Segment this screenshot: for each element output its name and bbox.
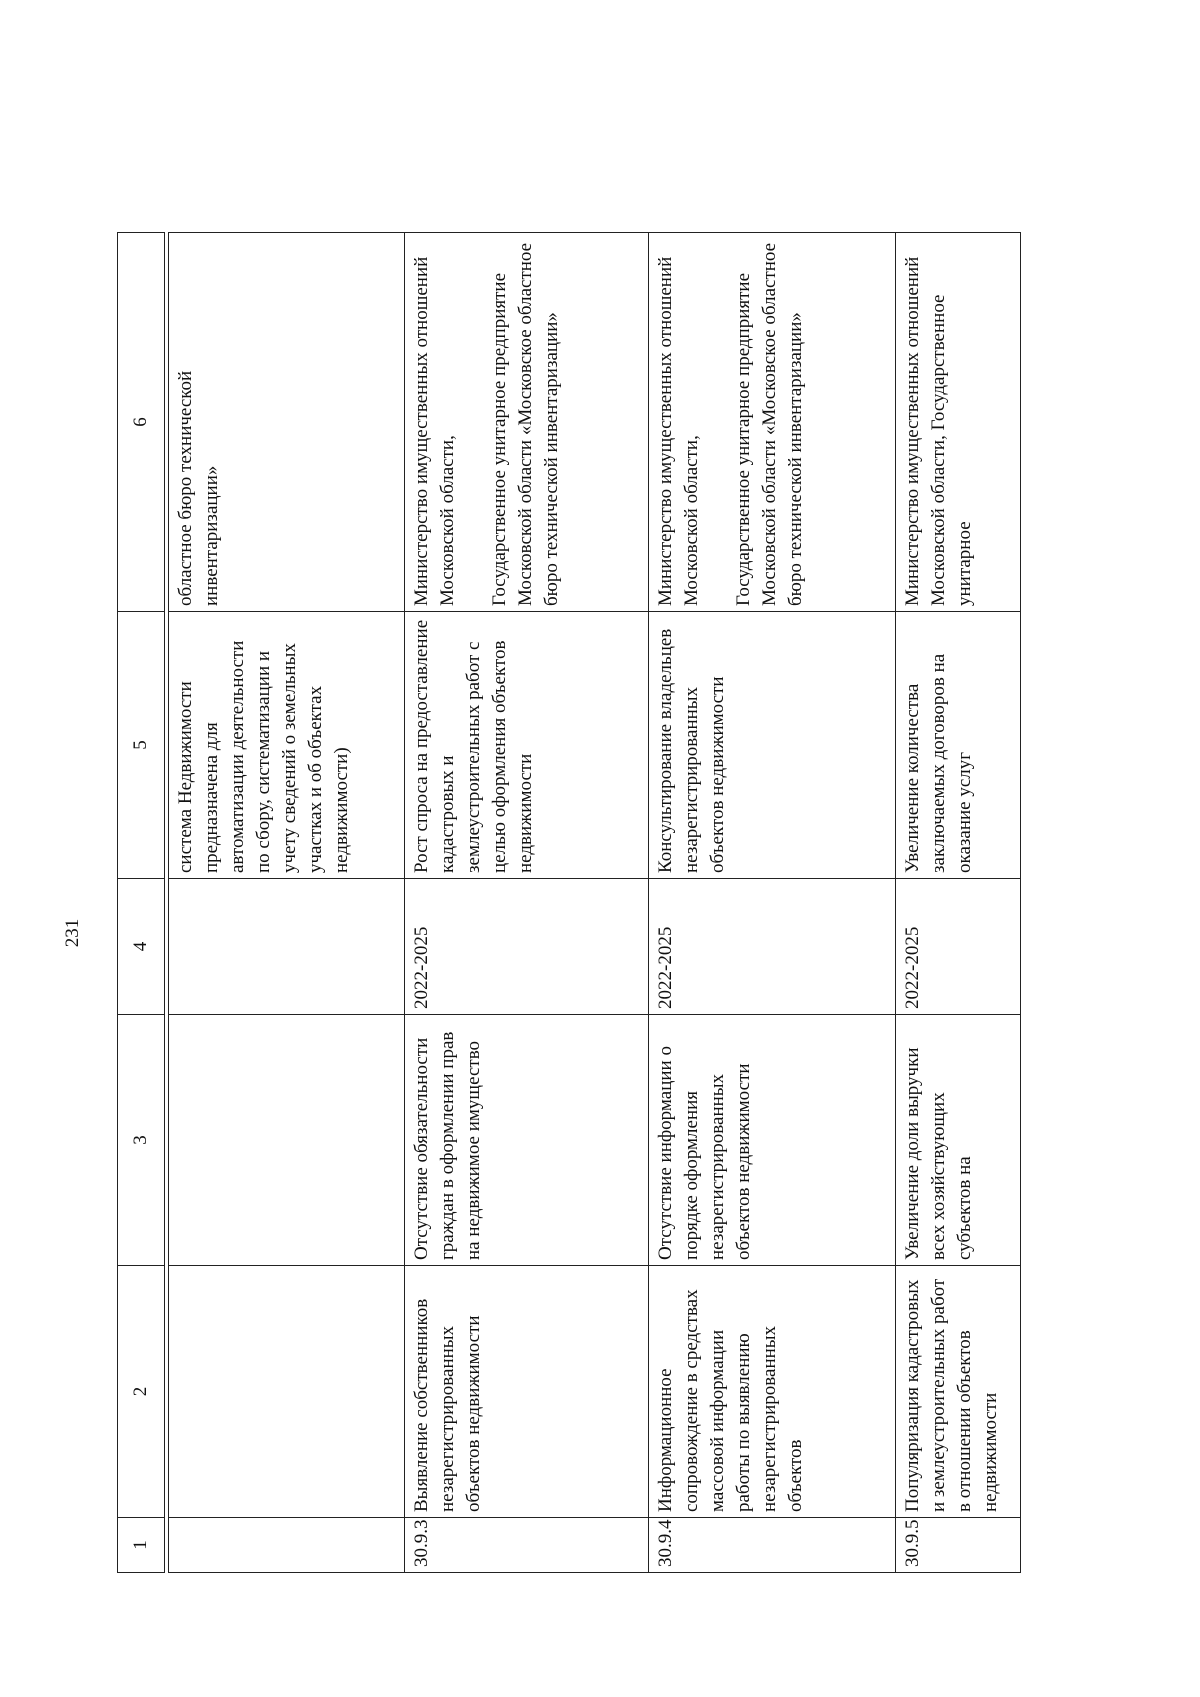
- expected-result: система Недвижимости предназначена для автоматизации деятельности по сбору, систематизации и учету сведений о земельных участках и об объектах недвижимости): [169, 612, 405, 879]
- responsible-executor: Министерство имущественных отношений Московской области, Государственное унитарное предприятие Московской области «Московское областное бюро технической инвентаризации»: [649, 233, 896, 612]
- event-name: Популяризация кадастровых и землеустроительных работ в отношении объектов недвижимости: [896, 1266, 1021, 1518]
- implementation-period: 2022-2025: [896, 879, 1021, 1015]
- row-number: 30.9.4: [649, 1518, 896, 1573]
- problem-description: Отсутствие обязательности граждан в оформлении прав на недвижимое имущество: [405, 1015, 649, 1266]
- rotated-page-content: [62, 233, 1052, 1573]
- row-number: 30.9.5: [896, 1518, 1021, 1573]
- row-number: 30.9.3: [405, 1518, 649, 1573]
- table-row: [405, 233, 649, 1573]
- implementation-period: [169, 879, 405, 1015]
- responsible-executor: областное бюро технической инвентаризации»: [169, 233, 405, 612]
- table-header-row: [118, 233, 165, 1573]
- implementation-period: 2022-2025: [405, 879, 649, 1015]
- table-row: [896, 233, 1021, 1573]
- problem-description: Увеличение доли выручки всех хозяйствующих субъектов на: [896, 1015, 1021, 1266]
- column-header: 2: [118, 1266, 165, 1518]
- column-header: 1: [118, 1518, 165, 1573]
- responsible-executor: Министерство имущественных отношений Московской области, Государственное унитарное: [896, 233, 1021, 612]
- problem-description: [169, 1015, 405, 1266]
- column-header: 3: [118, 1015, 165, 1266]
- responsible-executor: Министерство имущественных отношений Московской области, Государственное унитарное предприятие Московской области «Московское областное бюро технической инвентаризации»: [405, 233, 649, 612]
- event-name: Выявление собственников незарегистрированных объектов недвижимости: [405, 1266, 649, 1518]
- table-row: [169, 233, 405, 1573]
- column-header: 5: [118, 612, 165, 879]
- expected-result: Рост спроса на предоставление кадастровых и землеустроительных работ с целью оформления объектов недвижимости: [405, 612, 649, 879]
- row-number: [169, 1518, 405, 1573]
- column-header: 4: [118, 879, 165, 1015]
- event-name: Информационное сопровождение в средствах массовой информации работы по выявлению незарегистрированных объектов: [649, 1266, 896, 1518]
- column-header: 6: [118, 233, 165, 612]
- table-row: [649, 233, 896, 1573]
- event-name: [169, 1266, 405, 1518]
- implementation-period: 2022-2025: [649, 879, 896, 1015]
- measures-table: [117, 232, 1021, 1573]
- expected-result: Консультирование владельцев незарегистрированных объектов недвижимости: [649, 612, 896, 879]
- page-number: 231: [62, 918, 83, 948]
- expected-result: Увеличение количества заключаемых договоров на оказание услуг: [896, 612, 1021, 879]
- problem-description: Отсутствие информации о порядке оформления незарегистрированных объектов недвижимости: [649, 1015, 896, 1266]
